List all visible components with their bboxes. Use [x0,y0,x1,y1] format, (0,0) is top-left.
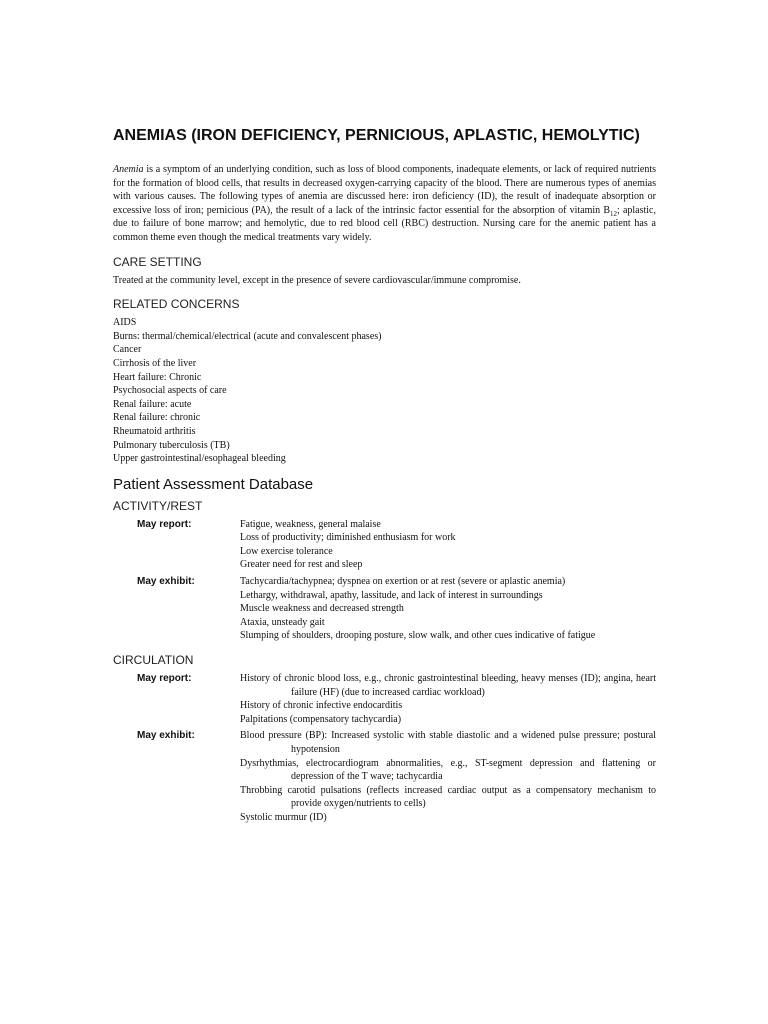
list-item: AIDS [113,317,137,329]
list-item: Systolic murmur (ID) [240,811,327,823]
list-item: Burns: thermal/chemical/electrical (acute and convalescent phases) [113,330,382,342]
care-setting-text: Treated at the community level, except in the presence of severe cardiovascular/immune compromise. [113,274,521,286]
care-setting-heading: CARE SETTING [113,254,202,269]
activity-report-row [113,518,656,572]
list-item: History of chronic blood loss, e.g., chronic gastrointestinal bleeding, heavy menses (ID); angina, heart failure (HF) (due to increased cardiac workload) [240,673,656,698]
activity-exhibit-label: May exhibit: [137,576,195,588]
activity-exhibit-items [240,575,656,643]
list-item: Lethargy, withdrawal, apathy, lassitude, and lack of interest in surroundings [240,589,543,601]
circulation-report-row [113,672,656,726]
list-item: Psychosocial aspects of care [113,385,227,397]
activity-report-label: May report: [137,518,192,530]
list-item: Heart failure: Chronic [113,371,202,383]
list-item: Renal failure: chronic [113,412,201,424]
intro-text-1: is a symptom of an underlying condition, such as loss of blood components, inadequate elements, or lack of required nutrients for the formation of blood cells, that results in decreased oxygen-carrying capacity of the blood. There are numerous types of anemias with various causes. The following types of anemia are discussed here: iron deficiency (ID), the result of inadequate absorption or excessive loss of iron; pernicious (PA), the result of a lack of the intrinsic factor essential for the absorption of vitamin B [113,164,656,216]
circulation-report-items [240,672,656,726]
activity-rest-heading: ACTIVITY/REST [113,498,203,513]
intro-subscript: 12 [610,209,617,218]
list-item: Cirrhosis of the liver [113,357,197,369]
list-item: Palpitations (compensatory tachycardia) [240,713,402,725]
list-item: Blood pressure (BP): Increased systolic with stable diastolic and a widened pulse pressure; postural hypotension [240,730,656,755]
list-item: Greater need for rest and sleep [240,559,363,571]
assessment-database-heading: Patient Assessment Database [113,475,314,493]
intro-text-2: ; aplastic, due to failure of bone marrow; and hemolytic, due to red blood cell (RBC) destruction. Nursing care for the anemic patient has a common theme even though the medical treatments vary widely. [113,204,656,243]
document-page [113,126,656,825]
activity-exhibit-row [113,575,656,643]
circulation-exhibit-label: May exhibit: [137,730,195,742]
activity-report-items [240,518,656,572]
list-item: Cancer [113,344,142,356]
circulation-report-label: May report: [137,673,192,685]
intro-term: Anemia [113,164,144,175]
intro-paragraph [113,163,656,245]
related-concerns-heading: RELATED CONCERNS [113,297,240,312]
list-item: Slumping of shoulders, drooping posture, slow walk, and other cues indicative of fatigue [240,630,596,642]
list-item: Rheumatoid arthritis [113,425,196,437]
document-title: ANEMIAS (IRON DEFICIENCY, PERNICIOUS, APLASTIC, HEMOLYTIC) [113,127,640,144]
circulation-exhibit-row [113,729,656,824]
list-item: Ataxia, unsteady gait [240,616,325,628]
list-item: Loss of productivity; diminished enthusiasm for work [240,532,456,544]
list-item: Muscle weakness and decreased strength [240,603,404,615]
related-concerns-list [113,316,656,466]
list-item: Fatigue, weakness, general malaise [240,518,381,530]
list-item: Tachycardia/tachypnea; dyspnea on exertion or at rest (severe or aplastic anemia) [240,576,566,588]
list-item: Upper gastrointestinal/esophageal bleeding [113,453,286,465]
circulation-heading: CIRCULATION [113,653,194,668]
circulation-exhibit-items [240,729,656,824]
list-item: Renal failure: acute [113,398,192,410]
list-item: Low exercise tolerance [240,545,333,557]
list-item: Dysrhythmias, electrocardiogram abnormalities, e.g., ST-segment depression and flattening or depression of the T wave; tachycardia [240,757,656,783]
list-item: Pulmonary tuberculosis (TB) [113,439,230,451]
list-item: History of chronic infective endocarditis [240,700,403,712]
list-item: Throbbing carotid pulsations (reflects increased cardiac output as a compensatory mechanism to provide oxygen/nutrients to cells) [240,784,656,810]
